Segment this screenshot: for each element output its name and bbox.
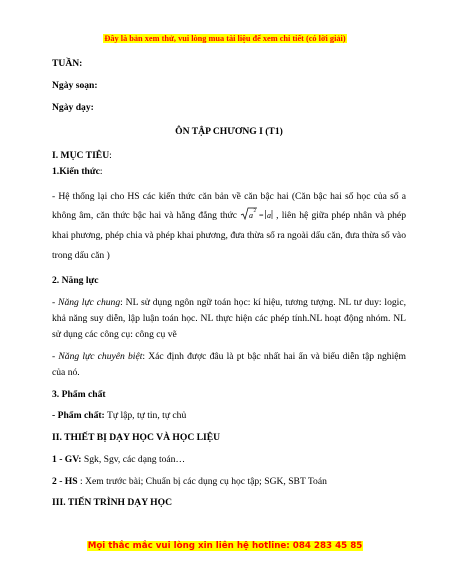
- knowledge-paragraph: [52, 187, 406, 266]
- student-text: : Xem trước bài; Chuẩn bị các dụng cụ học tập; SGK, SBT Toán: [77, 476, 327, 488]
- specific-competence-text: : Xác định được đâu là pt bậc nhất hai ẩn và biểu diễn tập nghiệm của nó.: [52, 350, 406, 378]
- student-label: 2 - HS: [52, 476, 78, 488]
- knowledge-text-after: , liên hệ giữa phép nhân và phép khai phương, phép chia và phép khai phương, đưa thừa số ra ngoài dấu căn, đưa thừa số vào trong dấu căn ): [52, 210, 406, 261]
- section1-heading: [52, 150, 406, 163]
- hotline-text: Mọi thắc mắc vui lòng xin liên hệ hotline: 084 283 45 85: [87, 541, 363, 551]
- general-competence-text: : NL sử dụng ngôn ngữ toán học: kí hiệu, tương tượng. NL tư duy: logic, khả năng suy diễn, lập luận toán học. NL thực hiện các phép tính.NL hoạt động nhóm. NL sử dụng các công cụ: công cụ vẽ: [52, 297, 406, 340]
- general-competence-paragraph: [52, 295, 406, 342]
- quality-heading: 3. Phẩm chất: [52, 389, 106, 401]
- knowledge-text-before: - Hệ thống lại cho HS các kiến thức căn bản về căn bậc hai (Căn bậc hai số học của số a không âm, căn thức bậc hai và hằng đẳng thức: [52, 190, 406, 222]
- competence-heading: 2. Năng lực: [52, 275, 99, 287]
- knowledge-heading-text: 1.Kiến thức: [52, 165, 100, 177]
- knowledge-heading: [52, 166, 406, 179]
- section2-heading: II. THIẾT BỊ DẠY HỌC VÀ HỌC LIỆU: [52, 432, 221, 444]
- general-competence-label: - Năng lực chung: [52, 297, 121, 309]
- specific-competence-paragraph: [52, 349, 406, 381]
- teacher-text: Sgk, Sgv, các dạng toán…: [81, 454, 186, 466]
- preview-notice-text: Đây là bản xem thử, vui lòng mua tài liệu để xem chi tiết (có lời giải): [104, 34, 346, 43]
- knowledge-heading-suffix: :: [99, 165, 103, 177]
- document-title: ÔN TẬP CHƯƠNG I (T1): [175, 125, 283, 137]
- section1-heading-suffix: :: [109, 149, 112, 161]
- quality-text: Tự lập, tự tin, tự chủ: [104, 410, 187, 422]
- student-materials: [52, 476, 406, 489]
- section3-heading: III. TIẾN TRÌNH DẠY HỌC: [52, 497, 173, 509]
- svg-text:a: a: [267, 211, 272, 221]
- document-body: [52, 58, 406, 510]
- teacher-label: 1 - GV:: [52, 454, 82, 466]
- svg-text:a: a: [249, 211, 254, 221]
- teach-date-label: Ngày dạy:: [52, 101, 94, 113]
- teacher-materials: [52, 454, 406, 467]
- preview-notice-banner: [0, 28, 450, 46]
- svg-text:=: =: [259, 211, 264, 221]
- prep-date-label: Ngày soạn:: [52, 79, 98, 91]
- quality-paragraph: [52, 410, 406, 423]
- quality-label: - Phẩm chất:: [52, 410, 105, 422]
- hotline-banner: [0, 535, 450, 553]
- abs-identity-formula: [240, 207, 276, 221]
- svg-text:2: 2: [253, 209, 257, 215]
- week-label: TUẦN:: [52, 58, 83, 69]
- formula-graphic: [240, 207, 276, 221]
- specific-competence-label: - Năng lực chuyên biệt: [52, 350, 143, 362]
- section1-heading-text: I. MỤC TIÊU: [52, 149, 110, 161]
